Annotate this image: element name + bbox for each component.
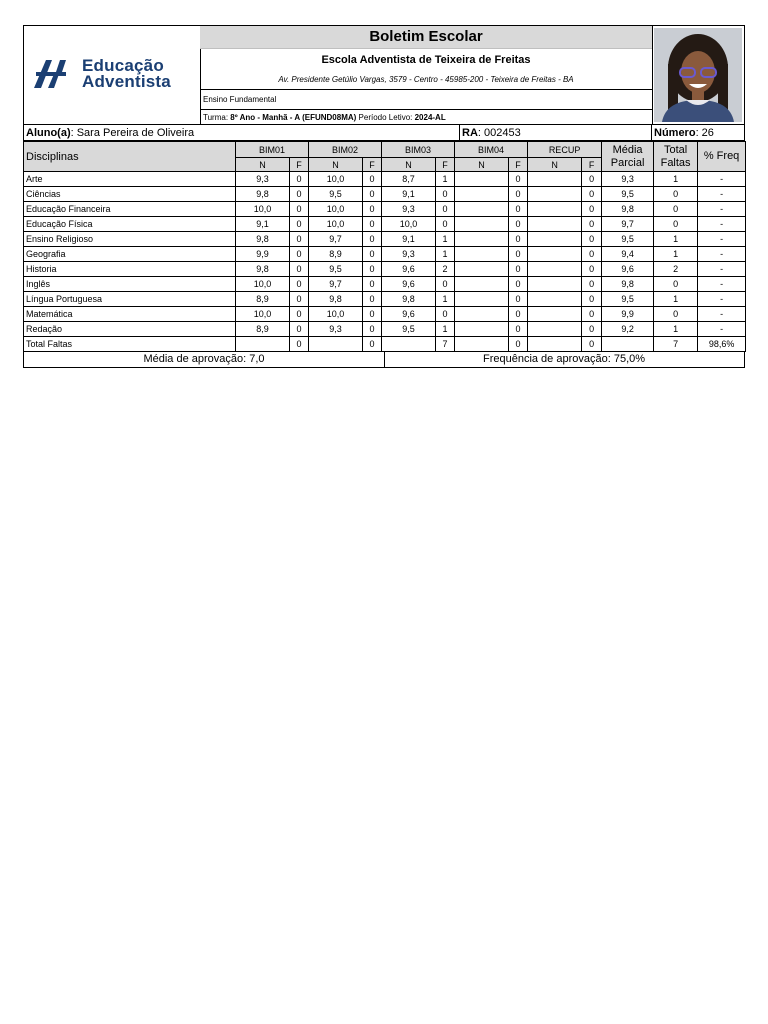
grade-cell: 0 (290, 292, 309, 307)
student-photo (654, 28, 742, 122)
subject-name: Geografia (24, 247, 236, 262)
col-freq: % Freq (698, 142, 746, 172)
grade-cell: 0 (509, 202, 528, 217)
grade-cell: 9,8 (309, 292, 363, 307)
subject-name: Arte (24, 172, 236, 187)
grade-cell: 0 (290, 202, 309, 217)
grades-table (23, 141, 746, 352)
grade-cell: 8,7 (382, 172, 436, 187)
subject-name: Redação (24, 322, 236, 337)
grade-cell: 0 (363, 322, 382, 337)
grade-cell: 0 (290, 262, 309, 277)
grade-cell (528, 307, 582, 322)
sub-f: F (290, 158, 309, 172)
col-bim04: BIM04 (455, 142, 528, 158)
grade-cell: 9,5 (309, 262, 363, 277)
col-recup: RECUP (528, 142, 602, 158)
col-bim01: BIM01 (236, 142, 309, 158)
page-title: Boletim Escolar (200, 26, 652, 49)
grade-cell: 10,0 (236, 307, 290, 322)
grade-cell: 2 (436, 262, 455, 277)
grade-cell: 0 (654, 217, 698, 232)
grade-cell: 0 (290, 247, 309, 262)
grade-cell: 1 (436, 232, 455, 247)
grade-cell: 0 (582, 217, 602, 232)
table-row (24, 292, 746, 307)
table-row (24, 262, 746, 277)
sub-f: F (582, 158, 602, 172)
ra-label: RA (462, 127, 478, 139)
grade-cell (528, 337, 582, 352)
grade-cell: 9,8 (602, 277, 654, 292)
grade-cell (455, 247, 509, 262)
sub-n: N (382, 158, 436, 172)
student-info-row (23, 125, 745, 141)
grade-cell: - (698, 187, 746, 202)
grade-cell: 9,3 (309, 322, 363, 337)
grade-cell: 0 (363, 277, 382, 292)
grade-cell: 0 (509, 277, 528, 292)
grade-cell: - (698, 247, 746, 262)
grade-cell: 0 (363, 262, 382, 277)
periodo-value: 2024-AL (414, 113, 446, 122)
grade-cell: 0 (509, 217, 528, 232)
grade-cell (528, 292, 582, 307)
col-disciplinas: Disciplinas (24, 142, 236, 172)
grade-cell (528, 232, 582, 247)
grade-cell: 0 (582, 247, 602, 262)
grade-cell: 9,3 (382, 202, 436, 217)
grade-cell: 98,6% (698, 337, 746, 352)
grade-cell: 0 (509, 262, 528, 277)
grade-cell: 10,0 (309, 217, 363, 232)
grade-cell: 10,0 (309, 307, 363, 322)
subject-name: Educação Financeira (24, 202, 236, 217)
sub-n: N (455, 158, 509, 172)
grade-cell: 9,6 (382, 262, 436, 277)
grade-cell (455, 277, 509, 292)
grade-cell: 0 (290, 337, 309, 352)
grade-cell (528, 217, 582, 232)
grade-cell: 10,0 (236, 202, 290, 217)
grade-cell: 0 (509, 187, 528, 202)
grade-cell: 0 (290, 232, 309, 247)
report-header (23, 25, 745, 125)
col-total-faltas: Total Faltas (654, 142, 698, 172)
grade-cell: 0 (509, 322, 528, 337)
grade-cell: 9,9 (236, 247, 290, 262)
logo-line-1: Educação (82, 56, 164, 75)
student-name-label: Aluno(a) (26, 127, 71, 139)
table-header-row (24, 142, 746, 158)
sub-n: N (236, 158, 290, 172)
grade-cell: 9,8 (236, 187, 290, 202)
grade-cell (455, 217, 509, 232)
grade-cell (528, 247, 582, 262)
grade-cell: 9,1 (382, 232, 436, 247)
number-label: Número (654, 127, 696, 139)
grade-cell: 0 (436, 277, 455, 292)
school-address: Av. Presidente Getúlio Vargas, 3579 - Centro - 45985-200 - Teixeira de Freitas - BA (278, 75, 574, 84)
grade-cell: 9,9 (602, 307, 654, 322)
grade-cell (236, 337, 290, 352)
grade-cell: 9,8 (236, 232, 290, 247)
table-row (24, 172, 746, 187)
grade-cell: 9,6 (382, 307, 436, 322)
grade-cell: 0 (509, 292, 528, 307)
grade-cell: 0 (436, 307, 455, 322)
grade-cell: 0 (290, 187, 309, 202)
grade-cell: 0 (654, 202, 698, 217)
grade-cell: 0 (582, 292, 602, 307)
grade-cell: 9,8 (236, 262, 290, 277)
header-info (200, 26, 653, 124)
grade-cell (455, 187, 509, 202)
grade-cell: - (698, 262, 746, 277)
grade-cell: 9,5 (602, 292, 654, 307)
grade-cell: 9,5 (309, 187, 363, 202)
grade-cell: 0 (654, 277, 698, 292)
subject-name: Matemática (24, 307, 236, 322)
grade-cell: 0 (582, 202, 602, 217)
report-card (23, 25, 745, 368)
table-row (24, 217, 746, 232)
table-row (24, 187, 746, 202)
grade-cell: 7 (654, 337, 698, 352)
grade-cell: 1 (654, 247, 698, 262)
sub-n: N (528, 158, 582, 172)
table-row (24, 247, 746, 262)
grade-cell: 0 (436, 202, 455, 217)
student-photo-frame (652, 26, 744, 124)
grade-cell (528, 262, 582, 277)
grade-cell: 0 (363, 232, 382, 247)
grade-cell: 9,2 (602, 322, 654, 337)
subject-name: Total Faltas (24, 337, 236, 352)
subject-name: Língua Portuguesa (24, 292, 236, 307)
grade-cell: 9,4 (602, 247, 654, 262)
grade-cell: 9,3 (382, 247, 436, 262)
grade-cell (455, 307, 509, 322)
grade-cell: - (698, 232, 746, 247)
subject-name: Ciências (24, 187, 236, 202)
subject-name: Educação Física (24, 217, 236, 232)
grade-cell: 0 (582, 187, 602, 202)
education-level: Ensino Fundamental (200, 89, 652, 109)
grade-cell: 9,7 (309, 232, 363, 247)
grade-cell: 0 (290, 172, 309, 187)
grade-cell: 7 (436, 337, 455, 352)
grades-body (24, 172, 746, 352)
col-bim02: BIM02 (309, 142, 382, 158)
adventist-logo-icon (32, 58, 68, 90)
grade-cell: 0 (363, 247, 382, 262)
grade-cell: 1 (654, 292, 698, 307)
media-aprovacao: Média de aprovação: 7,0 (24, 352, 385, 367)
grade-cell: 9,8 (382, 292, 436, 307)
grade-cell: 0 (509, 232, 528, 247)
grade-cell (528, 277, 582, 292)
periodo-label: Período Letivo: (358, 113, 413, 122)
grade-cell: 0 (582, 307, 602, 322)
grade-cell: - (698, 292, 746, 307)
grade-cell: - (698, 172, 746, 187)
grade-cell (309, 337, 363, 352)
grade-cell: 1 (436, 172, 455, 187)
grade-cell: - (698, 202, 746, 217)
grade-cell: 1 (436, 247, 455, 262)
grade-cell (528, 187, 582, 202)
logo-wordmark (82, 58, 171, 90)
grade-cell: 0 (290, 307, 309, 322)
grade-cell: - (698, 307, 746, 322)
subject-name: Historia (24, 262, 236, 277)
sub-f: F (509, 158, 528, 172)
grade-cell: 0 (509, 247, 528, 262)
sub-f: F (436, 158, 455, 172)
grade-cell: 8,9 (236, 322, 290, 337)
subject-name: Inglês (24, 277, 236, 292)
grade-cell (382, 337, 436, 352)
sub-f: F (363, 158, 382, 172)
grade-cell: 0 (582, 337, 602, 352)
number-value: : 26 (695, 127, 714, 139)
grade-cell: 2 (654, 262, 698, 277)
grade-cell (455, 172, 509, 187)
grade-cell: 9,8 (602, 202, 654, 217)
grade-cell: 0 (290, 277, 309, 292)
frequencia-aprovacao: Frequência de aprovação: 75,0% (482, 353, 646, 365)
ra-value: : 002453 (477, 127, 521, 139)
grade-cell: 0 (582, 172, 602, 187)
number-cell (652, 125, 744, 140)
grade-cell: 0 (436, 217, 455, 232)
turma-label: Turma: (203, 113, 229, 122)
grade-cell: 9,5 (602, 232, 654, 247)
grade-cell: - (698, 277, 746, 292)
grade-cell: 10,0 (309, 202, 363, 217)
grade-cell (528, 172, 582, 187)
col-bim03: BIM03 (382, 142, 455, 158)
class-period-line (200, 109, 652, 124)
logo-area (24, 26, 201, 124)
grade-cell: 9,6 (602, 262, 654, 277)
table-row (24, 322, 746, 337)
grade-cell: 8,9 (236, 292, 290, 307)
subject-name: Ensino Religioso (24, 232, 236, 247)
approval-footer (23, 352, 745, 368)
grade-cell: 0 (363, 217, 382, 232)
turma-value: 8º Ano - Manhã - A (EFUND08MA) (230, 113, 357, 122)
table-row (24, 232, 746, 247)
student-portrait-icon (654, 28, 742, 122)
grade-cell (528, 202, 582, 217)
grade-cell: 0 (290, 217, 309, 232)
student-name: : Sara Pereira de Oliveira (70, 127, 195, 139)
grade-cell: - (698, 322, 746, 337)
grade-cell: 0 (582, 322, 602, 337)
table-row (24, 337, 746, 352)
table-row (24, 202, 746, 217)
grade-cell (528, 322, 582, 337)
grade-cell: 0 (290, 322, 309, 337)
grade-cell: 1 (654, 322, 698, 337)
grade-cell: 0 (363, 202, 382, 217)
grade-cell: 0 (509, 307, 528, 322)
grade-cell: 9,3 (602, 172, 654, 187)
grade-cell (602, 337, 654, 352)
grade-cell: 9,6 (382, 277, 436, 292)
grade-cell: 0 (509, 172, 528, 187)
sub-n: N (309, 158, 363, 172)
grade-cell: 9,1 (236, 217, 290, 232)
grade-cell: 9,7 (602, 217, 654, 232)
grade-cell (455, 337, 509, 352)
grade-cell: 9,5 (382, 322, 436, 337)
grade-cell: - (698, 217, 746, 232)
grade-cell: 10,0 (309, 172, 363, 187)
grade-cell (455, 322, 509, 337)
grade-cell: 0 (582, 232, 602, 247)
grade-cell: 1 (654, 172, 698, 187)
grade-cell: 9,5 (602, 187, 654, 202)
logo-line-2: Adventista (82, 72, 171, 91)
grade-cell (455, 202, 509, 217)
col-media-parcial: Média Parcial (602, 142, 654, 172)
student-name-cell (24, 125, 460, 140)
grade-cell: 8,9 (309, 247, 363, 262)
grade-cell: 0 (363, 337, 382, 352)
ra-cell (460, 125, 652, 140)
grade-cell: 0 (654, 187, 698, 202)
grade-cell: 0 (363, 187, 382, 202)
table-row (24, 307, 746, 322)
grade-cell: 9,1 (382, 187, 436, 202)
grade-cell: 0 (436, 187, 455, 202)
grade-cell (455, 262, 509, 277)
grade-cell: 9,7 (309, 277, 363, 292)
grade-cell: 0 (582, 262, 602, 277)
table-row (24, 277, 746, 292)
grade-cell: 0 (363, 307, 382, 322)
grade-cell: 10,0 (382, 217, 436, 232)
grade-cell: 0 (654, 307, 698, 322)
grade-cell: 0 (363, 172, 382, 187)
grade-cell: 1 (436, 292, 455, 307)
grade-cell: 9,3 (236, 172, 290, 187)
grade-cell: 10,0 (236, 277, 290, 292)
grade-cell (455, 292, 509, 307)
grade-cell: 0 (509, 337, 528, 352)
grade-cell: 0 (363, 292, 382, 307)
grade-cell: 1 (654, 232, 698, 247)
grade-cell (455, 232, 509, 247)
grade-cell: 1 (436, 322, 455, 337)
school-name: Escola Adventista de Teixeira de Freitas (321, 54, 531, 66)
grade-cell: 0 (582, 277, 602, 292)
